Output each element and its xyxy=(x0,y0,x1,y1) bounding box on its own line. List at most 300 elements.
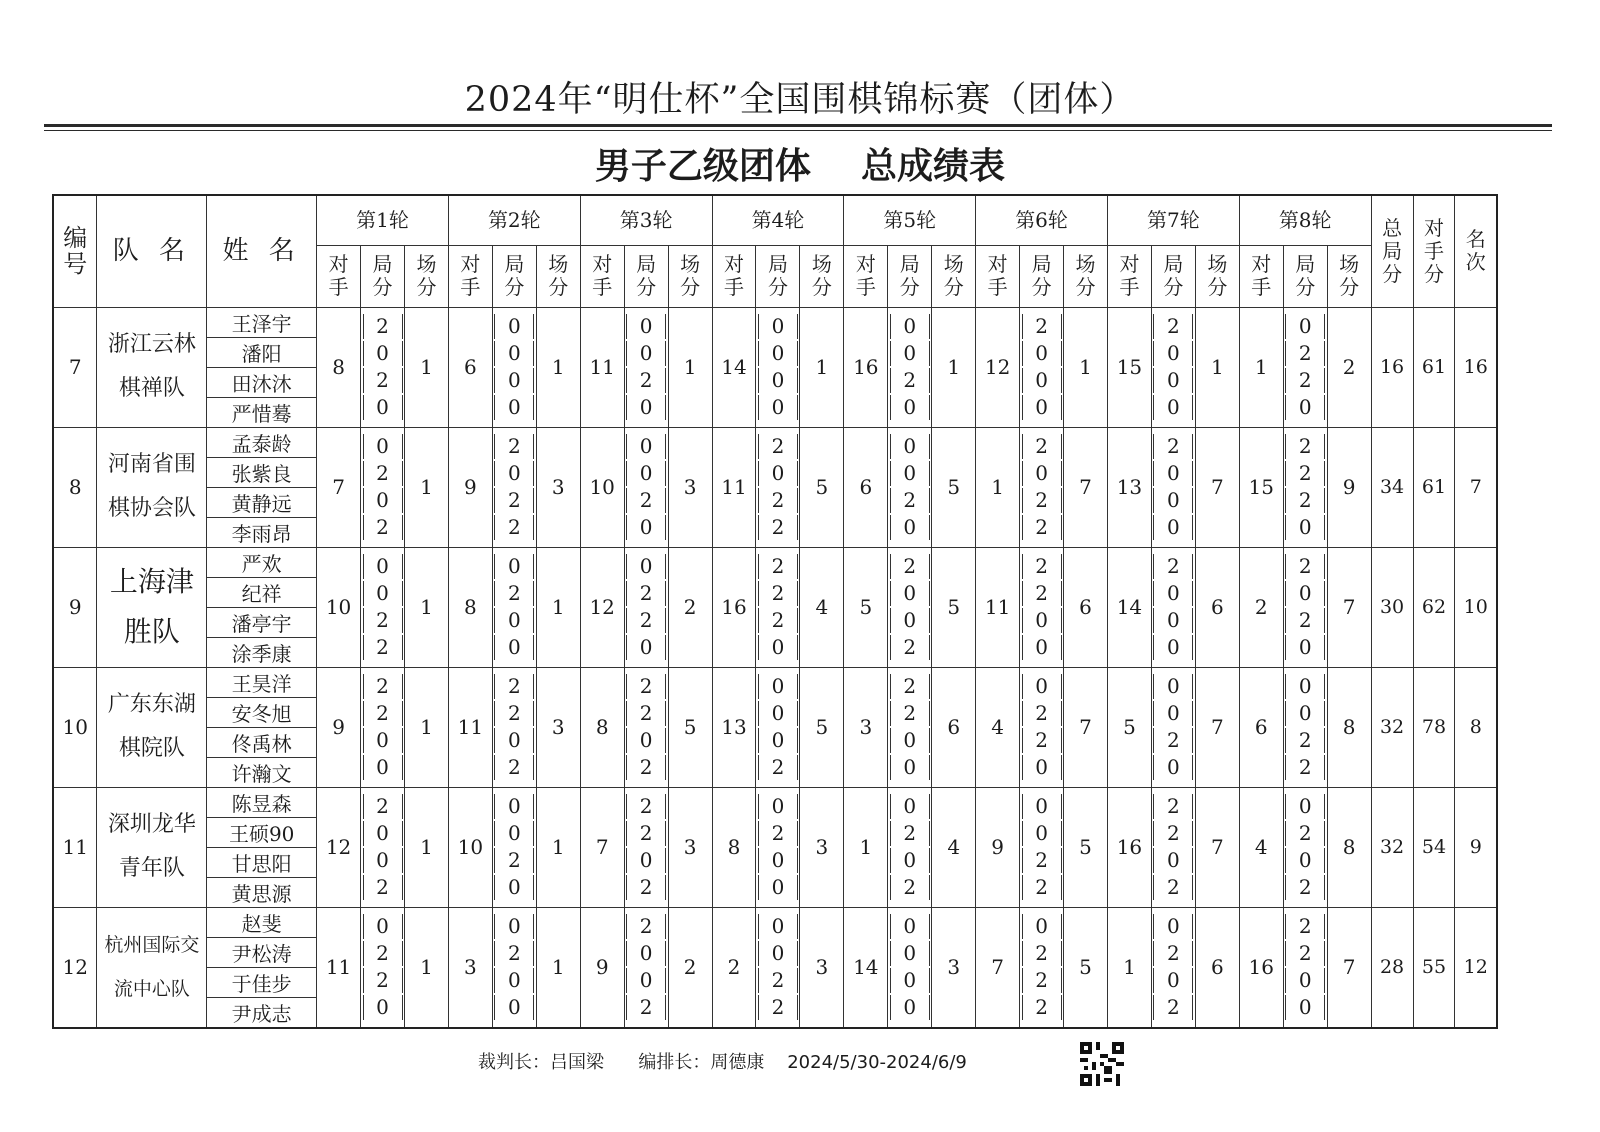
opponent-cell: 5 xyxy=(1107,667,1151,787)
game-point: 0 xyxy=(758,674,798,699)
document-title: 2024年“明仕杯”全国围棋锦标赛（团体） xyxy=(464,80,1136,120)
header-no-char: 编 xyxy=(63,224,88,253)
match-points-cell: 1 xyxy=(404,907,448,1028)
game-point: 0 xyxy=(494,794,534,819)
game-point: 0 xyxy=(758,635,798,660)
opponent-cell: 16 xyxy=(1239,907,1283,1028)
rank: 16 xyxy=(1455,307,1497,427)
game-point: 2 xyxy=(1285,755,1325,780)
game-point: 0 xyxy=(1153,968,1193,993)
game-point: 2 xyxy=(1022,554,1062,579)
game-points-cell xyxy=(492,427,536,547)
game-point: 2 xyxy=(1022,728,1062,753)
header-total-game xyxy=(1371,195,1413,307)
header-game-r6 xyxy=(1020,245,1064,307)
total-game-points: 30 xyxy=(1371,547,1413,667)
table-row xyxy=(53,427,1497,457)
game-point: 2 xyxy=(758,608,798,633)
game-point: 0 xyxy=(890,341,930,366)
game-point: 0 xyxy=(1022,821,1062,846)
game-points-cell xyxy=(1020,547,1064,667)
header-match-r1 xyxy=(404,245,448,307)
game-point: 0 xyxy=(494,968,534,993)
game-point: 2 xyxy=(1022,701,1062,726)
game-point: 2 xyxy=(1022,848,1062,873)
game-point: 2 xyxy=(1285,941,1325,966)
player-name: 王硕90 xyxy=(207,817,317,847)
rank: 10 xyxy=(1455,547,1497,667)
match-points-cell: 6 xyxy=(932,667,976,787)
team-name-line: 棋院队 xyxy=(118,736,185,761)
game-point: 0 xyxy=(494,341,534,366)
game-point: 0 xyxy=(363,581,403,606)
game-point: 0 xyxy=(890,794,930,819)
table-row xyxy=(53,547,1497,577)
header-match-char: 场 xyxy=(1207,252,1228,276)
game-point: 2 xyxy=(363,794,403,819)
game-point: 2 xyxy=(1285,554,1325,579)
game-point: 0 xyxy=(626,434,666,459)
opponent-cell: 8 xyxy=(317,307,361,427)
header-game-r8 xyxy=(1283,245,1327,307)
game-points-cell xyxy=(1283,547,1327,667)
match-points-cell: 5 xyxy=(668,667,712,787)
player-name: 涂季康 xyxy=(207,637,317,667)
team-name-line: 河南省围 xyxy=(107,452,196,477)
header-opp-r8 xyxy=(1239,245,1283,307)
match-points-cell: 1 xyxy=(1195,307,1239,427)
header-opp-char: 对 xyxy=(724,252,744,276)
game-point: 2 xyxy=(494,581,534,606)
opponent-score: 61 xyxy=(1413,307,1455,427)
game-point: 0 xyxy=(494,608,534,633)
game-point: 0 xyxy=(494,875,534,900)
team-number: 8 xyxy=(53,427,97,547)
game-point: 0 xyxy=(1153,395,1193,420)
header-opp-score-char: 对 xyxy=(1424,215,1444,240)
opponent-cell: 12 xyxy=(317,787,361,907)
game-point: 2 xyxy=(1153,728,1193,753)
game-points-cell xyxy=(492,787,536,907)
match-points-cell: 1 xyxy=(932,307,976,427)
opponent-cell: 5 xyxy=(844,547,888,667)
game-point: 0 xyxy=(758,341,798,366)
match-points-cell: 1 xyxy=(536,787,580,907)
opponent-cell: 1 xyxy=(1239,307,1283,427)
game-points-cell xyxy=(756,547,800,667)
match-points-cell: 1 xyxy=(668,307,712,427)
game-point: 2 xyxy=(363,674,403,699)
date-range-text: 2024/5/30-2024/6/9 xyxy=(787,1052,967,1073)
game-point: 2 xyxy=(626,368,666,393)
game-point: 0 xyxy=(890,395,930,420)
opponent-cell: 1 xyxy=(844,787,888,907)
header-game-char: 局 xyxy=(636,252,657,276)
opponent-score: 54 xyxy=(1413,787,1455,907)
game-point: 0 xyxy=(1022,608,1062,633)
team-number: 9 xyxy=(53,547,97,667)
game-point: 0 xyxy=(363,488,403,513)
opponent-cell: 11 xyxy=(448,667,492,787)
header-round-5: 第5轮 xyxy=(844,195,976,245)
match-points-cell: 9 xyxy=(1327,427,1371,547)
game-point: 0 xyxy=(1285,701,1325,726)
game-point: 0 xyxy=(890,515,930,540)
game-point: 0 xyxy=(1153,848,1193,873)
opponent-cell: 12 xyxy=(580,547,624,667)
game-point: 2 xyxy=(494,755,534,780)
game-point: 2 xyxy=(758,581,798,606)
game-point: 0 xyxy=(890,461,930,486)
game-point: 0 xyxy=(1153,608,1193,633)
game-point: 0 xyxy=(758,701,798,726)
game-point: 2 xyxy=(758,968,798,993)
match-points-cell: 7 xyxy=(1195,667,1239,787)
team-name xyxy=(97,907,207,1028)
game-point: 2 xyxy=(494,941,534,966)
header-match-r8 xyxy=(1327,245,1371,307)
match-points-cell: 3 xyxy=(536,667,580,787)
game-point: 0 xyxy=(1153,488,1193,513)
game-point: 2 xyxy=(758,515,798,540)
game-point: 2 xyxy=(890,701,930,726)
game-point: 2 xyxy=(1022,434,1062,459)
game-point: 0 xyxy=(363,755,403,780)
game-point: 2 xyxy=(363,701,403,726)
game-points-cell xyxy=(361,307,405,427)
game-point: 0 xyxy=(758,461,798,486)
match-points-cell: 1 xyxy=(536,307,580,427)
game-point: 0 xyxy=(626,968,666,993)
game-point: 0 xyxy=(494,368,534,393)
game-point: 0 xyxy=(1153,674,1193,699)
game-point: 2 xyxy=(1153,821,1193,846)
opponent-cell: 13 xyxy=(712,667,756,787)
player-name: 严欢 xyxy=(207,547,317,577)
game-point: 0 xyxy=(890,914,930,939)
header-game-r2 xyxy=(492,245,536,307)
header-opp-char: 手 xyxy=(855,275,876,299)
title-rule-thin xyxy=(44,130,1552,131)
game-point: 0 xyxy=(626,728,666,753)
header-match-char: 场 xyxy=(811,252,832,276)
game-points-cell xyxy=(1020,667,1064,787)
game-point: 2 xyxy=(758,554,798,579)
scheduler-text: 编排长：周德康 xyxy=(638,1052,765,1073)
header-match-r5 xyxy=(932,245,976,307)
game-points-cell xyxy=(1020,307,1064,427)
game-points-cell xyxy=(492,907,536,1028)
game-points-cell xyxy=(1151,787,1195,907)
team-number: 10 xyxy=(53,667,97,787)
game-point: 0 xyxy=(1153,461,1193,486)
team-name-line: 流中心队 xyxy=(113,978,190,1000)
game-point: 2 xyxy=(363,314,403,339)
header-game-r4 xyxy=(756,245,800,307)
match-points-cell: 1 xyxy=(404,787,448,907)
match-points-cell: 7 xyxy=(1327,907,1371,1028)
game-points-cell xyxy=(624,547,668,667)
game-point: 0 xyxy=(890,608,930,633)
game-point: 0 xyxy=(1022,755,1062,780)
game-points-cell xyxy=(1283,667,1327,787)
opponent-cell: 1 xyxy=(976,427,1020,547)
game-point: 2 xyxy=(758,755,798,780)
game-point: 2 xyxy=(1285,914,1325,939)
player-name: 田沐沐 xyxy=(207,367,317,397)
game-points-cell xyxy=(361,787,405,907)
header-game-char: 局 xyxy=(1163,252,1184,276)
game-point: 0 xyxy=(890,434,930,459)
opponent-cell: 1 xyxy=(1107,907,1151,1028)
game-point: 0 xyxy=(626,341,666,366)
header-opp-char: 对 xyxy=(592,252,613,276)
player-name: 王泽宇 xyxy=(207,307,317,337)
game-point: 0 xyxy=(626,554,666,579)
game-point: 2 xyxy=(1285,488,1325,513)
game-point: 0 xyxy=(758,395,798,420)
game-point: 2 xyxy=(626,755,666,780)
header-game-char: 局 xyxy=(1295,252,1316,276)
team-name-line: 浙江云林 xyxy=(107,332,196,357)
opponent-score: 61 xyxy=(1413,427,1455,547)
opponent-cell: 9 xyxy=(976,787,1020,907)
table-row xyxy=(53,307,1497,337)
game-point: 2 xyxy=(626,581,666,606)
match-points-cell: 7 xyxy=(1195,787,1239,907)
game-point: 2 xyxy=(890,554,930,579)
game-point: 0 xyxy=(1153,581,1193,606)
header-game-char: 局 xyxy=(899,252,920,276)
opponent-cell: 2 xyxy=(1239,547,1283,667)
game-point: 2 xyxy=(494,488,534,513)
opponent-cell: 11 xyxy=(976,547,1020,667)
opponent-cell: 8 xyxy=(580,667,624,787)
game-point: 0 xyxy=(494,395,534,420)
game-point: 0 xyxy=(890,848,930,873)
game-point: 2 xyxy=(626,914,666,939)
game-point: 2 xyxy=(1285,608,1325,633)
match-points-cell: 2 xyxy=(668,547,712,667)
game-points-cell xyxy=(1283,907,1327,1028)
game-point: 0 xyxy=(890,941,930,966)
game-point: 0 xyxy=(626,848,666,873)
header-game-char: 分 xyxy=(767,275,788,299)
header-team: 队 名 xyxy=(97,195,207,307)
game-point: 2 xyxy=(890,821,930,846)
game-point: 0 xyxy=(1022,914,1062,939)
opponent-cell: 3 xyxy=(448,907,492,1028)
game-point: 2 xyxy=(1285,368,1325,393)
opponent-cell: 8 xyxy=(448,547,492,667)
game-point: 0 xyxy=(1022,794,1062,819)
game-points-cell xyxy=(1151,547,1195,667)
game-point: 2 xyxy=(363,968,403,993)
game-points-cell xyxy=(888,427,932,547)
opponent-cell: 8 xyxy=(712,787,756,907)
header-game-r5 xyxy=(888,245,932,307)
header-rank-char: 次 xyxy=(1465,250,1486,275)
team-name xyxy=(97,667,207,787)
game-point: 0 xyxy=(494,635,534,660)
game-points-cell xyxy=(756,307,800,427)
game-points-cell xyxy=(888,667,932,787)
header-game-char: 分 xyxy=(1163,275,1184,299)
game-point: 0 xyxy=(1285,995,1325,1020)
header-game-r3 xyxy=(624,245,668,307)
game-point: 0 xyxy=(890,314,930,339)
game-point: 0 xyxy=(1022,395,1062,420)
game-points-cell xyxy=(888,787,932,907)
opponent-cell: 9 xyxy=(580,907,624,1028)
game-point: 2 xyxy=(1022,995,1062,1020)
game-point: 2 xyxy=(1285,821,1325,846)
footer-signatures xyxy=(478,1048,967,1074)
game-point: 0 xyxy=(363,434,403,459)
total-game-points: 32 xyxy=(1371,787,1413,907)
opponent-cell: 11 xyxy=(317,907,361,1028)
game-point: 0 xyxy=(1153,914,1193,939)
game-points-cell xyxy=(1020,787,1064,907)
opponent-cell: 9 xyxy=(317,667,361,787)
game-point: 0 xyxy=(626,635,666,660)
game-point: 0 xyxy=(1285,794,1325,819)
match-points-cell: 7 xyxy=(1195,427,1239,547)
player-name: 赵斐 xyxy=(207,907,317,937)
header-match-char: 分 xyxy=(548,275,569,299)
match-points-cell: 6 xyxy=(1195,547,1239,667)
header-game-char: 分 xyxy=(504,275,525,299)
header-round-8: 第8轮 xyxy=(1239,195,1371,245)
header-opp-char: 手 xyxy=(1119,275,1140,299)
match-points-cell: 2 xyxy=(1327,307,1371,427)
header-total-game-char: 局 xyxy=(1382,238,1403,263)
team-number: 11 xyxy=(53,787,97,907)
game-point: 2 xyxy=(626,674,666,699)
player-name: 安冬旭 xyxy=(207,697,317,727)
game-points-cell xyxy=(888,307,932,427)
header-match-char: 分 xyxy=(1339,275,1360,299)
game-points-cell xyxy=(1020,427,1064,547)
header-opp-char: 手 xyxy=(724,275,744,299)
header-player: 姓 名 xyxy=(207,195,317,307)
game-point: 0 xyxy=(363,395,403,420)
game-point: 2 xyxy=(494,701,534,726)
header-round-4: 第4轮 xyxy=(712,195,844,245)
game-point: 2 xyxy=(890,635,930,660)
match-points-cell: 5 xyxy=(1064,907,1108,1028)
opponent-cell: 16 xyxy=(844,307,888,427)
player-name: 许瀚文 xyxy=(207,757,317,787)
match-points-cell: 6 xyxy=(1195,907,1239,1028)
qr-code-icon xyxy=(1080,1042,1124,1086)
game-point: 0 xyxy=(890,755,930,780)
game-point: 2 xyxy=(1022,941,1062,966)
header-match-char: 场 xyxy=(416,252,437,276)
header-match-char: 场 xyxy=(680,252,701,276)
header-opp-r1 xyxy=(317,245,361,307)
player-name: 尹松涛 xyxy=(207,937,317,967)
game-point: 2 xyxy=(758,488,798,513)
game-point: 0 xyxy=(758,368,798,393)
game-points-cell xyxy=(492,667,536,787)
game-point: 2 xyxy=(1022,314,1062,339)
game-points-cell xyxy=(756,427,800,547)
opponent-cell: 4 xyxy=(976,667,1020,787)
opponent-cell: 4 xyxy=(1239,787,1283,907)
header-row-rounds xyxy=(53,195,1497,245)
game-point: 0 xyxy=(1285,635,1325,660)
game-point: 0 xyxy=(626,314,666,339)
game-point: 0 xyxy=(363,914,403,939)
game-point: 0 xyxy=(626,515,666,540)
game-point: 0 xyxy=(758,941,798,966)
referee-text: 裁判长：吕国梁 xyxy=(478,1052,604,1073)
opponent-cell: 10 xyxy=(317,547,361,667)
header-game-char: 分 xyxy=(372,275,393,299)
match-points-cell: 5 xyxy=(932,547,976,667)
header-opp-r6 xyxy=(976,245,1020,307)
opponent-cell: 10 xyxy=(448,787,492,907)
game-point: 2 xyxy=(758,434,798,459)
rank: 8 xyxy=(1455,667,1497,787)
opponent-cell: 14 xyxy=(844,907,888,1028)
game-point: 2 xyxy=(1153,995,1193,1020)
header-opp-char: 手 xyxy=(1251,275,1272,299)
match-points-cell: 3 xyxy=(800,787,844,907)
header-game-r1 xyxy=(361,245,405,307)
header-game-char: 分 xyxy=(636,275,657,299)
game-point: 2 xyxy=(1022,581,1062,606)
header-no-char: 号 xyxy=(63,250,88,279)
game-point: 0 xyxy=(363,848,403,873)
team-name-line: 青年队 xyxy=(118,856,185,881)
game-point: 2 xyxy=(626,821,666,846)
game-points-cell xyxy=(361,427,405,547)
opponent-cell: 16 xyxy=(712,547,756,667)
match-points-cell: 6 xyxy=(1064,547,1108,667)
header-total-game-char: 分 xyxy=(1382,261,1403,286)
match-points-cell: 1 xyxy=(404,547,448,667)
game-point: 0 xyxy=(1022,674,1062,699)
game-points-cell xyxy=(492,307,536,427)
game-points-cell xyxy=(888,547,932,667)
header-opp-char: 手 xyxy=(592,275,613,299)
results-table xyxy=(52,194,1498,1029)
game-point: 0 xyxy=(1153,635,1193,660)
game-point: 0 xyxy=(758,848,798,873)
game-point: 2 xyxy=(494,515,534,540)
game-point: 2 xyxy=(363,875,403,900)
game-point: 0 xyxy=(363,995,403,1020)
game-point: 2 xyxy=(494,674,534,699)
header-match-r6 xyxy=(1064,245,1108,307)
match-points-cell: 1 xyxy=(536,547,580,667)
player-name: 于佳步 xyxy=(207,967,317,997)
game-point: 2 xyxy=(626,488,666,513)
game-point: 2 xyxy=(626,701,666,726)
game-point: 0 xyxy=(363,341,403,366)
player-name: 纪祥 xyxy=(207,577,317,607)
team-name-line: 胜队 xyxy=(123,615,180,648)
header-match-char: 场 xyxy=(1339,252,1360,276)
opponent-cell: 7 xyxy=(580,787,624,907)
game-point: 2 xyxy=(363,368,403,393)
game-point: 0 xyxy=(1153,515,1193,540)
game-point: 0 xyxy=(1153,368,1193,393)
game-points-cell xyxy=(624,427,668,547)
header-opp-char: 对 xyxy=(328,252,349,276)
